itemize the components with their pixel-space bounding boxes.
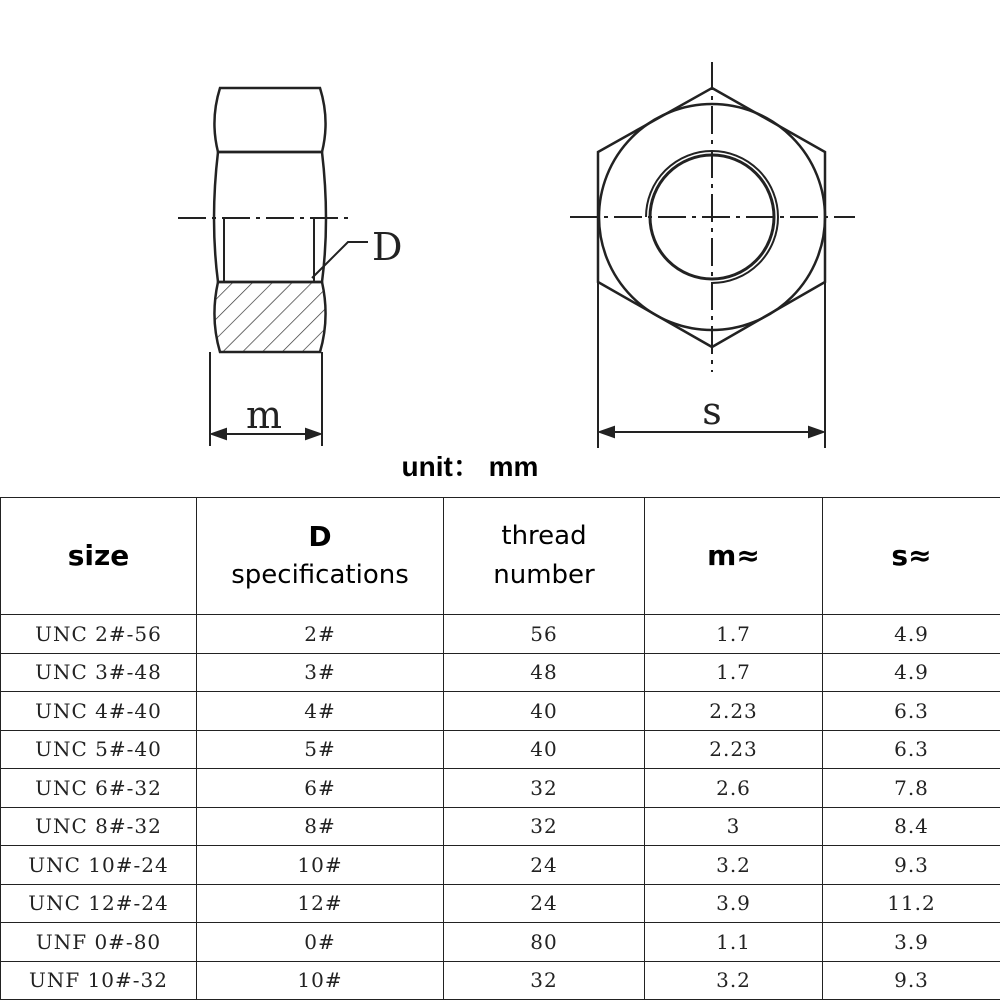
cell-d: 12# (197, 884, 444, 923)
m-dimension-label: m (245, 393, 283, 437)
cell-size: UNC 2#-56 (1, 615, 197, 654)
cell-thread: 32 (444, 961, 645, 1000)
table-row (1, 961, 1000, 1000)
cell-thread: 56 (444, 615, 645, 654)
table-row (1, 692, 1000, 731)
cell-m: 3.9 (645, 884, 823, 923)
cell-d: 10# (197, 846, 444, 885)
spec-table-header (1, 498, 1000, 615)
cell-d: 5# (197, 730, 444, 769)
header-row (1, 498, 1000, 615)
cell-size: UNC 10#-24 (1, 846, 197, 885)
cell-s: 6.3 (823, 692, 1000, 731)
cell-m: 1.1 (645, 923, 823, 962)
cell-s: 11.2 (823, 884, 1000, 923)
table-row (1, 884, 1000, 923)
table-row (1, 923, 1000, 962)
cell-s: 9.3 (823, 846, 1000, 885)
spec-table (0, 497, 1000, 1000)
cell-d: 3# (197, 653, 444, 692)
table-row (1, 730, 1000, 769)
front-centerlines (570, 62, 855, 372)
s-dimension-label: s (702, 389, 722, 433)
header-m: m≈ (645, 498, 823, 615)
header-thread-line1: thread (501, 521, 587, 551)
cell-d: 2# (197, 615, 444, 654)
header-size: size (1, 498, 197, 615)
cell-d: 4# (197, 692, 444, 731)
header-s: s≈ (823, 498, 1000, 615)
cell-s: 6.3 (823, 730, 1000, 769)
header-thread-number (444, 498, 645, 615)
cell-s: 9.3 (823, 961, 1000, 1000)
cell-d: 0# (197, 923, 444, 962)
cell-d: 8# (197, 807, 444, 846)
cell-size: UNF 10#-32 (1, 961, 197, 1000)
cell-thread: 24 (444, 846, 645, 885)
cell-s: 4.9 (823, 615, 1000, 654)
header-d-specifications (197, 498, 444, 615)
cell-thread: 24 (444, 884, 645, 923)
cell-size: UNC 3#-48 (1, 653, 197, 692)
cell-s: 3.9 (823, 923, 1000, 962)
header-d-main: D (308, 519, 332, 553)
table-row (1, 653, 1000, 692)
table-row (1, 769, 1000, 808)
nut-section-hatch (214, 282, 325, 352)
cell-m: 1.7 (645, 653, 823, 692)
cell-m: 3 (645, 807, 823, 846)
cell-thread: 32 (444, 807, 645, 846)
cell-s: 4.9 (823, 653, 1000, 692)
cell-m: 1.7 (645, 615, 823, 654)
header-thread-line2: number (493, 560, 595, 590)
cell-m: 2.23 (645, 692, 823, 731)
cell-size: UNF 0#-80 (1, 923, 197, 962)
d-leader-line (312, 242, 368, 278)
header-d-sub: specifications (231, 560, 409, 591)
cell-m: 2.6 (645, 769, 823, 808)
cell-thread: 40 (444, 730, 645, 769)
spec-table-body (1, 615, 1000, 1000)
d-dimension-label: D (372, 225, 403, 269)
nut-side-view (214, 88, 326, 352)
cell-m: 3.2 (645, 846, 823, 885)
cell-size: UNC 6#-32 (1, 769, 197, 808)
cell-size: UNC 12#-24 (1, 884, 197, 923)
cell-thread: 48 (444, 653, 645, 692)
cell-thread: 40 (444, 692, 645, 731)
cell-d: 10# (197, 961, 444, 1000)
table-row (1, 807, 1000, 846)
cell-size: UNC 5#-40 (1, 730, 197, 769)
cell-s: 8.4 (823, 807, 1000, 846)
cell-thread: 32 (444, 769, 645, 808)
cell-d: 6# (197, 769, 444, 808)
table-row (1, 615, 1000, 654)
cell-size: UNC 8#-32 (1, 807, 197, 846)
unit-label: unit： mm (401, 451, 539, 482)
table-row (1, 846, 1000, 885)
cell-m: 2.23 (645, 730, 823, 769)
cell-m: 3.2 (645, 961, 823, 1000)
cell-s: 7.8 (823, 769, 1000, 808)
cell-thread: 80 (444, 923, 645, 962)
cell-size: UNC 4#-40 (1, 692, 197, 731)
